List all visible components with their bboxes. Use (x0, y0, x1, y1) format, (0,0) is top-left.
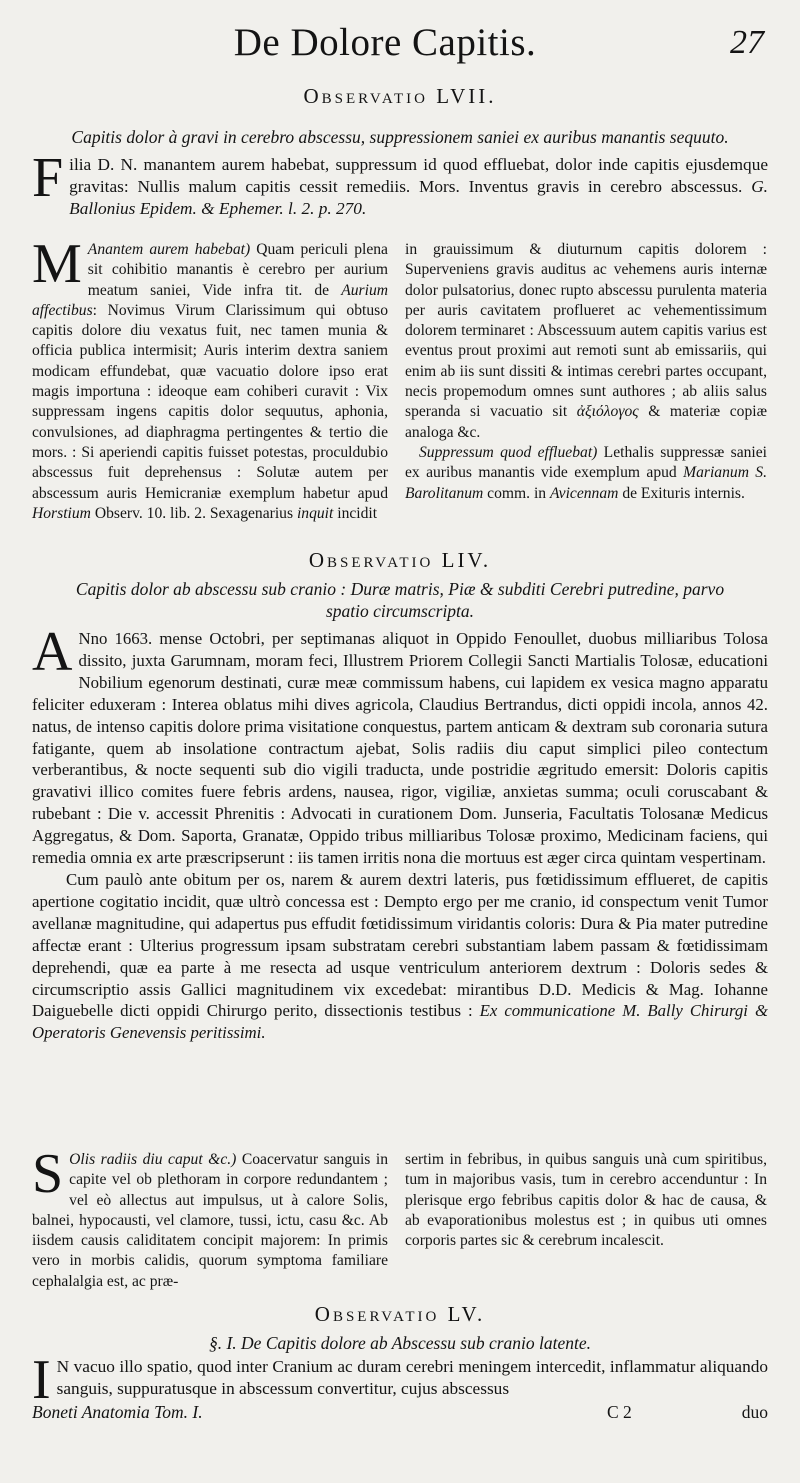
scholia-54-left-column (32, 1143, 388, 1292)
scholia-57-left-column (32, 233, 389, 524)
observation-54-paragraph-2: Cum paulò ante obitum per os, narem & aurem dextri lateris, pus fœtidissimum efflueret, de capitis apertione cogitatio incidit, quæ ultrò concessa est : Dempto ergo per me cranio, id conspectum venit Tumor avellanæ magnitudine, qui adapertus pus effudit fœtidissimum viridantis coloris: Dura & Pia mater putredine affectæ erant : Ulterius progressum ipsam substratam cerebri substantiam labem passam & fœtidissimam deprehendi, quæ ea parte à me resecta ad usque ventriculum anteriorem dextrum : Doloris sedes & circumscriptio assis Gallici magnitudinem vix excedebat: mirantibus D.D. Medicis & Mag. Iohanne Daiguebelle dicti oppidi Chirurgo perito, dissectionis testibus : (32, 869, 768, 1021)
observation-54-summary: Capitis dolor ab abscessu sub cranio : Duræ matris, Piæ & subditi Cerebri putredine, parvo spatio circumscripta. (75, 579, 725, 621)
scholia-57-right-column (405, 240, 767, 504)
scholia-text: & materiæ copiæ analoga &c. (405, 403, 768, 441)
signature-mark: C 2 (607, 1402, 632, 1422)
scholia-text: Quam periculi plena sit cohibitio manantis è cerebro per aurium meatum saniei, Vide infra tit. de (87, 241, 388, 299)
scholia-text: : Novimus Virum Clarissimum qui obtuso capitis dolore diu vexatus fuit, nec tamen munia & officia publica intermisit; Auris interim dextra saniem modicam effundebat, quæ vacuatio dolore ipso erat magis importuna : ideoque eam cohiberi curavit : Vix suppressam ingens capitis dolor sequutus, aphonia, convulsiones, ad diaphragma pertingentes & tertio die mors. : Si aperiendi capitis fuisset potestas, proculdubio abscessus fuit deprehensus : Solutæ autem per abscessum auris Hemicraniæ exemplum habetur apud (32, 301, 388, 502)
signature-title: Boneti Anatomia Tom. I. (32, 1402, 203, 1422)
observation-55-section-heading: §. I. De Capitis dolore ab Abscessu sub cranio latente. (208, 1333, 592, 1353)
page-header (0, 14, 800, 74)
scholia-reference: inquit (296, 504, 334, 522)
observation-57-title: Observatio LVII. (303, 84, 497, 108)
scholia-text: de Exituris internis. (622, 484, 745, 502)
page-footer (32, 1402, 768, 1428)
greek-word: ἀξιόλογος (576, 403, 639, 421)
observation-57-summary: Capitis dolor à gravi in cerebro abscessu, suppressionem saniei ex auribus manantis sequuto. (71, 127, 729, 147)
scholia-reference: Aurium affectibus (32, 281, 389, 319)
observation-55-title: Observatio LV. (314, 1302, 486, 1326)
dropcap: I (32, 1349, 51, 1411)
scholia-lemma: Suppressum quod effluebat) (419, 443, 598, 461)
scholia-text: comm. in (487, 484, 547, 502)
scholia-text: incidit (337, 504, 378, 522)
scholia-lemma: Anantem aurem habebat) (87, 241, 251, 258)
scholia-reference: Horstium (32, 504, 91, 522)
scholia-text: sertim in febribus, in quibus sanguis unà cum spiritibus, tum in majoribus vasis, tum in cerebro accenduntur : In plerisque ergo febribus capitis dolor & hac de causa, & ab evaporationibus molestus est ; in quibus uti omnes corporis partes sic & cerebrum incalescit. (405, 1151, 767, 1250)
scholia-text: Observ. 10. lib. 2. Sexagenarius (94, 504, 294, 522)
scholia-lemma: Olis radiis diu caput &c.) (69, 1151, 237, 1168)
observation-54-paragraph-1: Nno 1663. mense Octobri, per septimanas aliquot in Oppido Fenoullet, duobus milliaribus Tolosa dissito, juxta Garumnam, moram feci, Illustrem Priorem Collegii Sancti Martialis Tolosæ, educationi Nobilium egenorum destinati, curæ meæ commissum habens, cui lapidem ex vesica magno apparatu feliciter eduxeram : Interea oblatus mihi dives agricola, Claudius Bertrandus, dicti oppidi incola, annos 42. natus, de intenso capitis dolore prima visitatione conquestus, partem anticam & dextram sub coronaria sutura fatigante, quem ab insolatione contractum ajebat, Solis radiis diu caput simplici pileo contectum verberantibus, & nocte sequenti sub dio vigili traducta, unde postridie ægritudo emersit: Doloris capitis gravativi illico comites fuere febris ardens, nausea, rigor, vigiliæ, anxietas summa; oculi coruscabant & rubebant : Die v. accessit Phrenitis : Advocati in curationem Dom. Junseria, Facultatis Tolosanæ Medicus Aggregatus, & Dom. Saporta, Granatæ, Oppido tribus milliaribus Tolosæ proximo, Medicinam faciens, qui remedia omnia ex arte præscripserunt : iis tamen irritis nona die mortuus est æger circa quintam vespertinam. (32, 629, 768, 868)
scholia-reference: Avicennam (549, 484, 619, 502)
observation-57-citation: G. Ballonius Epidem. & Ephemer. l. 2. p. 270. (69, 177, 768, 218)
scholia-text: Lethalis suppressæ saniei ex auribus manantis vide exemplum apud (405, 443, 767, 482)
page-number: 27 (730, 24, 764, 61)
scholia-reference: Marianum S. Barolitanum (405, 464, 768, 502)
dropcap: S (32, 1143, 64, 1205)
catchword: duo (741, 1402, 768, 1422)
dropcap: A (32, 621, 73, 683)
observation-55-text: N vacuo illo spatio, quod inter Cranium ac duram cerebri meningem intercedit, inflammatur aliquando sanguis, suppuratusque in abscessum convertitur, cujus abscessus (56, 1357, 768, 1398)
observation-54-source: Ex communicatione M. Bally Chirurgi & Operatoris Genevensis peritissimi. (32, 1001, 769, 1043)
scholia-54-right-column (405, 1150, 767, 1251)
dropcap: M (32, 233, 82, 295)
observation-55-body (32, 1349, 768, 1411)
running-title: De Dolore Capitis. (233, 21, 537, 64)
observation-54-title: Observatio LIV. (308, 548, 492, 572)
observation-54-body (32, 621, 769, 1044)
observation-57-body (32, 147, 768, 220)
dropcap: F (32, 147, 64, 209)
scholia-text: in grauissimum & diuturnum capitis dolorem : Superveniens gravis auditus ac vehemens auris internæ dolor pulsatorius, donec rupto abscessu purulenta materia per auris cavitatem proflueret ac vehementissimum dolorem terminaret : Abscessuum autem capitis varius est eventus prout proximi aut remoti sunt ab emissariis, qui enim ab iis sunt dissiti & intimas cerebri partes occupant, necis propemodum omnes sunt authores ; ab aliis salus speranda si vacuatio sit (405, 241, 767, 421)
observation-57-text: ilia D. N. manantem aurem habebat, suppressum id quod effluebat, dolor inde capitis ejusdemque gravitas: Nullis malum capitis cessit remediis. Mors. Inventus gravis in cerebro abscessus. (69, 155, 768, 196)
scholia-text: Coacervatur sanguis in capite vel ob plethoram in corpore redundantem ; vel eò allectus aut impulsus, ut à calore Solis, balnei, hypocausti, vel clamore, tussi, ictu, casu &c. Ab iisdem causis caliditatem concipit majorem: In primis vero in morbis calidis, quorum symptoma familiare cephalalgia est, ac præ- (32, 1151, 388, 1290)
